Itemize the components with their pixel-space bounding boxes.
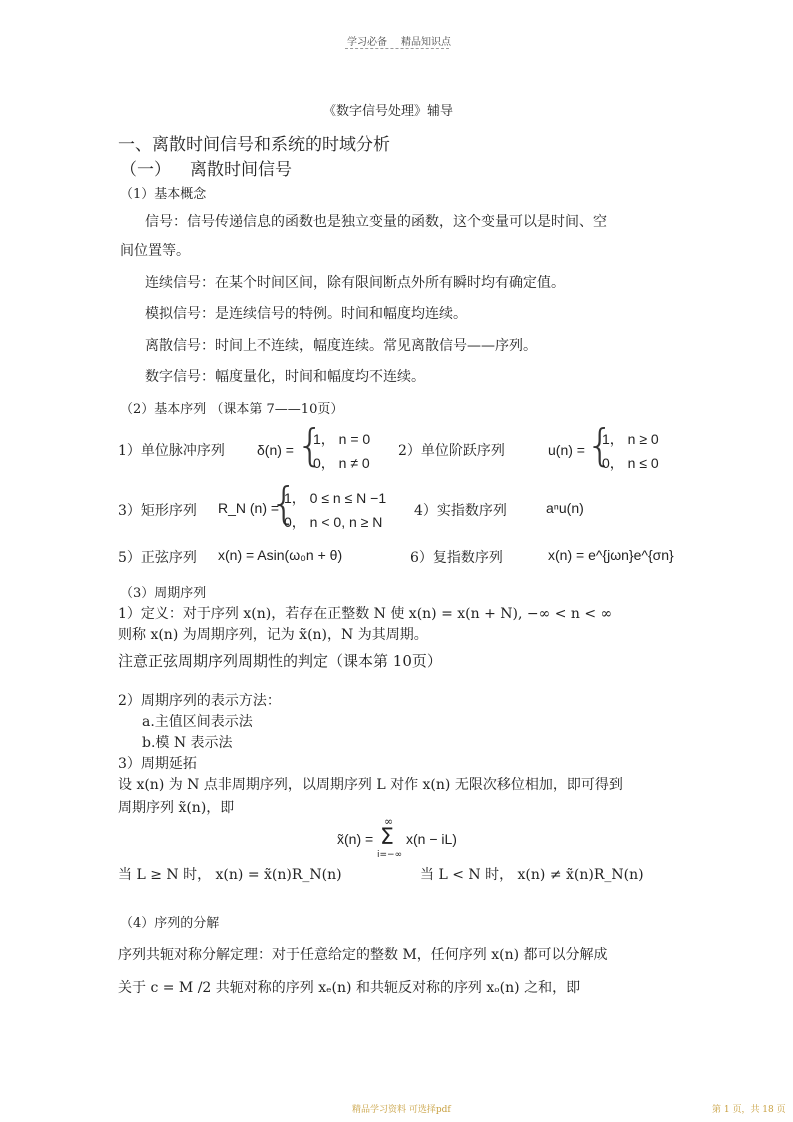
formula-sum: Σ [380, 825, 394, 850]
periodic-note: 注意正弦周期序列周期性的判定（课本第 10页） [118, 652, 442, 670]
header-right: 精品知识点 [401, 37, 451, 48]
item1-lhs: δ(n) = [257, 442, 294, 458]
decomp-a: 序列共轭对称分解定理：对于任意给定的整数 M，任何序列 x(n) 都可以分解成 [118, 947, 608, 963]
item6-expr: x(n) = e^{jωn}e^{σn} [548, 547, 674, 563]
formula-lhs: x̃(n) = [337, 831, 374, 847]
analog-signal: 模拟信号：是连续信号的特例。时间和幅度均连续。 [145, 306, 467, 322]
periodic-def-b: 则称 x(n) 为周期序列，记为 x̃(n)，N 为其周期。 [118, 627, 428, 643]
signal-def-a: 信号：信号传递信息的函数也是独立变量的函数，这个变量可以是时间、空 [145, 214, 607, 230]
doc-title: 《数字信号处理》辅导 [323, 104, 454, 119]
signal-def-b: 间位置等。 [120, 243, 190, 259]
s3-title: （3）周期序列 [120, 586, 207, 601]
discrete-signal: 离散信号：时间上不连续，幅度连续。常见离散信号——序列。 [145, 338, 537, 354]
section-heading: 一、离散时间信号和系统的时域分析 [118, 135, 390, 155]
footer-left: 精品学习资料 可选择pdf [352, 1105, 451, 1115]
item3-brace: { [270, 478, 298, 529]
ext-a: 设 x(n) 为 N 点非周期序列，以周期序列 L 对作 x(n) 无限次移位相加，即可得到 [118, 777, 623, 793]
ext-title: 3）周期延拓 [118, 756, 197, 772]
item2-case2: 0， n ≤ 0 [602, 455, 659, 471]
digital-signal: 数字信号：幅度量化，时间和幅度均不连续。 [145, 369, 425, 385]
item5-label: 5）正弦序列 [118, 550, 197, 566]
item2-lhs: u(n) = [548, 442, 585, 458]
item1-case1: 1， n = 0 [313, 431, 371, 447]
s1-title: （1）基本概念 [120, 187, 207, 202]
header-left: 学习必备 [347, 37, 387, 48]
item2-brace: { [586, 420, 614, 471]
item3-label: 3）矩形序列 [118, 503, 197, 519]
formula-sum-top: ∞ [384, 815, 394, 828]
item6-label: 6）复指数序列 [410, 550, 503, 566]
item3-lhs: R_N (n) = [218, 500, 280, 516]
item5-expr: x(n) = Asin(ω₀n + θ) [218, 547, 343, 563]
s2-title: （2）基本序列 （课本第 7——10页） [120, 402, 344, 417]
item3-case2: 0， n < 0, n ≥ N [284, 514, 383, 530]
repr-b: b.模 N 表示法 [142, 735, 233, 751]
continuous-signal: 连续信号：在某个时间区间，除有限间断点外所有瞬时均有确定值。 [145, 275, 565, 291]
item1-label: 1）单位脉冲序列 [118, 443, 225, 459]
item1-case2: 0， n ≠ 0 [313, 455, 370, 471]
subsection-heading: 离散时间信号 [190, 160, 292, 180]
repr-a: a.主值区间表示法 [142, 714, 253, 730]
formula-sum-bottom: i=−∞ [377, 850, 403, 860]
periodic-def-a: 1）定义：对于序列 x(n)，若存在正整数 N 使 x(n) = x(n + N), −∞ < n < ∞ [118, 606, 613, 622]
item3-case1: 1， 0 ≤ n ≤ N −1 [284, 490, 387, 506]
item2-label: 2）单位阶跃序列 [398, 443, 505, 459]
header-divider [345, 48, 449, 49]
subsection-number: （一） [120, 160, 171, 180]
repr-title: 2）周期序列的表示方法： [118, 693, 281, 709]
decomp-b: 关于 c = M /2 共轭对称的序列 xₑ(n) 和共轭反对称的序列 xₒ(n) 之和，即 [118, 980, 581, 996]
cond-a: 当 L ≥ N 时， x(n) = x̃(n)R_N(n) [118, 867, 342, 883]
ext-b: 周期序列 x̃(n)，即 [118, 800, 235, 816]
item4-expr: aⁿu(n) [546, 500, 584, 516]
item2-case1: 1， n ≥ 0 [602, 431, 659, 447]
s4-title: （4）序列的分解 [120, 916, 220, 931]
cond-b: 当 L < N 时， x(n) ≠ x̃(n)R_N(n) [420, 867, 644, 883]
formula-rhs: x(n − iL) [406, 831, 457, 847]
item1-brace: { [296, 420, 324, 471]
footer-page: 第 1 页，共 18 页 [712, 1105, 786, 1115]
item4-label: 4）实指数序列 [414, 503, 507, 519]
